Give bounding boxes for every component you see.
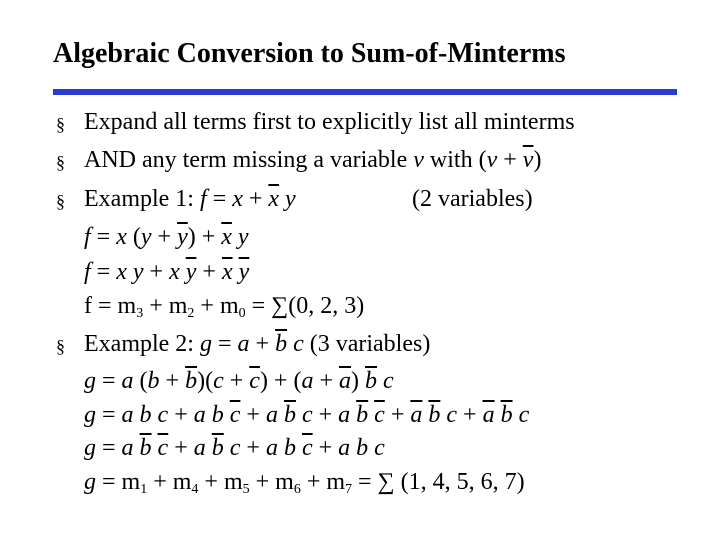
var: y	[140, 224, 152, 250]
var: a	[301, 368, 314, 394]
text: +	[168, 402, 194, 428]
var: g	[84, 435, 96, 461]
text: + m	[300, 469, 346, 495]
text: +	[249, 331, 276, 357]
bullet-marker: §	[56, 191, 65, 211]
var: b	[147, 368, 160, 394]
bullet-expand-terms	[84, 108, 575, 136]
text: +	[240, 435, 266, 461]
text: ) + (	[259, 368, 302, 394]
text: + m	[249, 469, 294, 495]
text: (3 variables)	[303, 331, 431, 357]
var: b	[211, 402, 224, 428]
var-complement: $\overline{b}$	[185, 368, 198, 394]
var: c	[293, 331, 304, 357]
example-2-line-1	[84, 367, 394, 395]
example-2-result	[84, 468, 525, 496]
var: b	[283, 435, 296, 461]
var: c	[157, 402, 169, 428]
var: g	[84, 402, 96, 428]
var: x	[232, 186, 243, 212]
text: = m	[96, 469, 141, 495]
text: + m	[147, 469, 192, 495]
var: x	[169, 259, 180, 285]
text: +	[242, 186, 269, 212]
bullet-text: Expand all terms first to explicitly list all minterms	[84, 109, 575, 135]
var: a	[193, 435, 206, 461]
var: a	[121, 435, 134, 461]
var: x	[116, 259, 127, 285]
text: +	[168, 435, 194, 461]
var-complement: $\overline{b}$	[356, 402, 369, 428]
title-divider	[53, 89, 677, 95]
var: a	[193, 402, 206, 428]
text: = ∑(0, 2, 3)	[245, 293, 365, 319]
text: +	[223, 368, 250, 394]
var: y	[132, 259, 144, 285]
var: g	[84, 469, 96, 495]
subscript: 3	[136, 306, 144, 321]
slide-title: Algebraic Conversion to Sum-of-Minterms	[53, 38, 566, 69]
var-complement: $\overline{x}$	[268, 186, 280, 212]
example-1-line-1	[84, 223, 249, 251]
text: +	[240, 402, 266, 428]
text: =	[96, 435, 122, 461]
bullet-marker: §	[56, 114, 65, 134]
subscript: 1	[140, 482, 148, 497]
text: )	[351, 368, 366, 394]
text: + m	[143, 293, 188, 319]
example-2-line-2	[84, 401, 529, 429]
text: +	[497, 147, 523, 173]
var-complement: $\overline{y}$	[238, 259, 250, 285]
text: +	[313, 368, 340, 394]
text: =	[96, 368, 122, 394]
text: +	[159, 368, 186, 394]
text: (	[133, 368, 148, 394]
var-complement: $\overline{a}$	[410, 402, 423, 428]
text: +	[196, 259, 222, 285]
var: a	[338, 402, 351, 428]
bullet-marker: §	[56, 336, 65, 356]
var: a	[121, 368, 134, 394]
var: c	[301, 402, 313, 428]
text: =	[90, 224, 117, 250]
text: + m	[198, 469, 243, 495]
var-complement: $\overline{b}$	[500, 402, 513, 428]
var-complement: $\overline{a}$	[339, 368, 352, 394]
var: v	[413, 147, 424, 173]
var: a	[237, 331, 250, 357]
var: a	[265, 435, 278, 461]
var: c	[229, 435, 241, 461]
var-complement: $\overline{a}$	[482, 402, 495, 428]
text: +	[457, 402, 483, 428]
text: )(	[197, 368, 214, 394]
text: =	[206, 186, 233, 212]
var: a	[265, 402, 278, 428]
var-complement: $\overline{b}$	[211, 435, 224, 461]
example-1-result	[84, 292, 364, 320]
var-complement: $\overline{y}$	[177, 224, 188, 250]
var-complement: $\overline{x}$	[221, 224, 232, 250]
var-complement: $\overline{b}$	[428, 402, 441, 428]
text: +	[312, 435, 339, 461]
var-complement: $\overline{v}$	[522, 147, 534, 173]
var: f	[199, 186, 207, 212]
text: Example 2:	[84, 331, 200, 357]
var-complement: $\overline{b}$	[283, 402, 296, 428]
var-complement: $\overline{y}$	[185, 259, 197, 285]
text: +	[312, 402, 339, 428]
text: +	[151, 224, 178, 250]
var: b	[356, 435, 369, 461]
var: y	[285, 186, 296, 212]
text: (	[126, 224, 141, 250]
var: f	[84, 224, 91, 250]
text: + m	[194, 293, 239, 319]
var: c	[518, 402, 530, 428]
var: a	[338, 435, 351, 461]
var: c	[446, 402, 458, 428]
text: = ∑ (1, 4, 5, 6, 7)	[352, 469, 525, 495]
text: =	[211, 331, 238, 357]
var: f	[84, 259, 91, 285]
text: AND any term missing a variable	[84, 147, 414, 173]
var-complement: $\overline{b}$	[275, 331, 288, 357]
var-complement: $\overline{c}$	[374, 402, 385, 428]
subscript: 6	[293, 482, 301, 497]
subscript: 2	[187, 306, 195, 321]
var: b	[139, 402, 152, 428]
subscript: 0	[238, 306, 246, 321]
text: )	[533, 147, 542, 173]
bullet-example-2	[84, 330, 430, 358]
var-complement: $\overline{x}$	[221, 259, 233, 285]
var: g	[84, 368, 96, 394]
example-2-line-3	[84, 434, 385, 462]
text: f = m	[84, 293, 137, 319]
var: c	[374, 435, 385, 461]
bullet-and-missing-variable	[84, 146, 541, 174]
var-complement: $\overline{b}$	[139, 435, 152, 461]
bullet-marker: §	[56, 152, 65, 172]
example-1-note: (2 variables)	[412, 186, 533, 212]
example-1-line-2	[84, 258, 249, 286]
subscript: 7	[345, 482, 353, 497]
var: a	[121, 402, 134, 428]
var-complement: $\overline{c}$	[157, 435, 169, 461]
text: ) +	[187, 224, 222, 250]
var: c	[213, 368, 224, 394]
var: g	[199, 331, 212, 357]
text: with (	[423, 147, 487, 173]
text: =	[90, 259, 117, 285]
text: Example 1:	[84, 186, 200, 212]
var: x	[116, 224, 127, 250]
var-complement: $\overline{c}$	[229, 402, 241, 428]
subscript: 5	[242, 482, 250, 497]
var-complement: $\overline{b}$	[365, 368, 378, 394]
var-complement: $\overline{c}$	[301, 435, 313, 461]
bullet-example-1	[84, 185, 296, 213]
subscript: 4	[191, 482, 199, 497]
var: v	[486, 147, 498, 173]
text: +	[384, 402, 411, 428]
text: +	[143, 259, 170, 285]
text: =	[96, 402, 122, 428]
var: c	[383, 368, 394, 394]
var-complement: $\overline{c}$	[249, 368, 260, 394]
var: y	[237, 224, 249, 250]
